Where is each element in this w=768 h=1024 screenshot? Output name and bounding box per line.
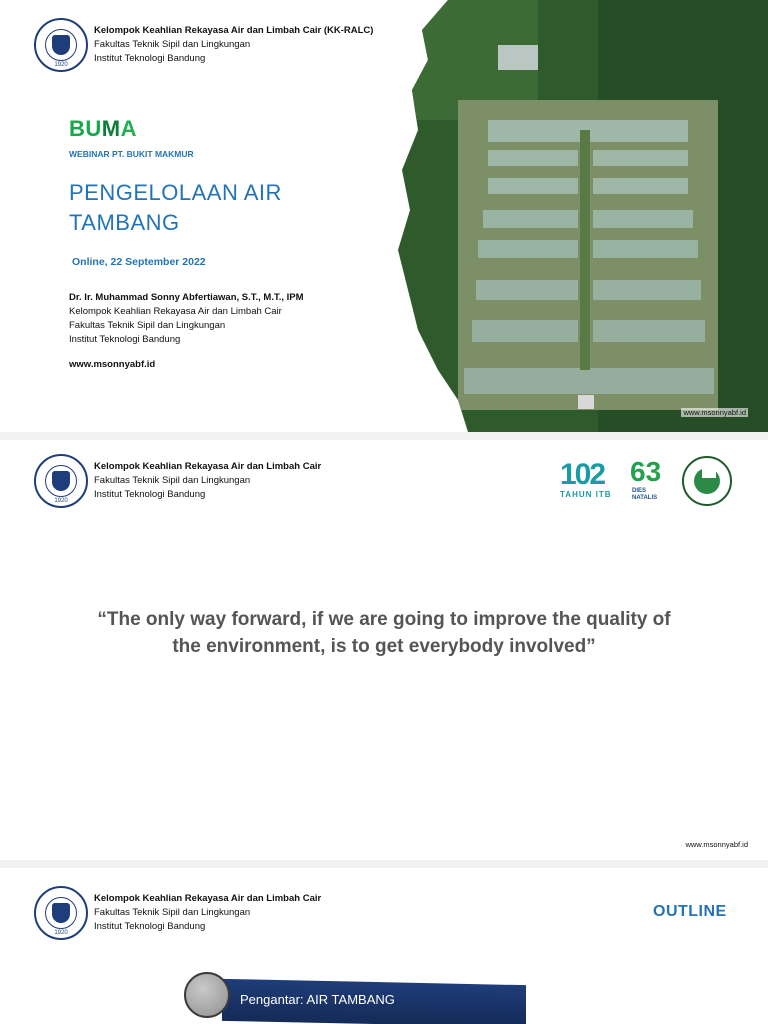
- author-group: Kelompok Keahlian Rekayasa Air dan Limbah Cair: [69, 306, 282, 317]
- buma-logo: BUMA: [69, 116, 137, 141]
- outline-bullet-icon: [184, 972, 230, 1018]
- institution-header: [34, 886, 321, 940]
- seal-year: 1920: [54, 498, 68, 504]
- presentation-title: PENGELOLAAN AIR TAMBANG: [69, 180, 282, 235]
- group-name: Kelompok Keahlian Rekayasa Air dan Limbah Cair: [94, 893, 322, 904]
- faculty-name: Fakultas Teknik Sipil dan Lingkungan: [94, 475, 251, 486]
- faculty-name: Fakultas Teknik Sipil dan Lingkungan: [94, 907, 251, 918]
- author-faculty: Fakultas Teknik Sipil dan Lingkungan: [69, 320, 226, 331]
- institution-header: [34, 454, 321, 508]
- institute-name: Institut Teknologi Bandung: [94, 489, 206, 500]
- webinar-label: WEBINAR PT. BUKIT MAKMUR: [69, 149, 194, 159]
- mine-water-ponds-photo: [398, 0, 768, 432]
- institution-header: [34, 18, 373, 72]
- dies-natalis-logo-icon: 63 DIES NATALIS: [630, 456, 662, 501]
- group-name: Kelompok Keahlian Rekayasa Air dan Limbah Cair (KK-RALC): [94, 25, 374, 36]
- author-block: [69, 291, 304, 347]
- institute-name: Institut Teknologi Bandung: [94, 921, 206, 932]
- slide-divider: [0, 432, 768, 440]
- teknik-lingkungan-logo-icon: [682, 456, 732, 506]
- slide-title: [0, 0, 768, 432]
- slide-divider: [0, 860, 768, 868]
- website-link[interactable]: www.msonnyabf.id: [685, 840, 748, 849]
- partner-logos: [558, 456, 732, 506]
- author-name: Dr. Ir. Muhammad Sonny Abfertiawan, S.T., M.T., IPM: [69, 292, 304, 303]
- website-link[interactable]: www.msonnyabf.id: [69, 359, 156, 370]
- seal-year: 1920: [54, 62, 68, 68]
- itb-seal-icon: [34, 454, 88, 508]
- group-name: Kelompok Keahlian Rekayasa Air dan Limbah Cair: [94, 461, 322, 472]
- author-institute: Institut Teknologi Bandung: [69, 334, 181, 345]
- presentation-date: Online, 22 September 2022: [72, 256, 206, 268]
- slide-quote: [0, 440, 768, 860]
- institute-name: Institut Teknologi Bandung: [94, 53, 206, 64]
- seal-year: 1920: [54, 930, 68, 936]
- outline-heading: OUTLINE: [653, 903, 727, 920]
- itb-seal-icon: [34, 886, 88, 940]
- itb-102-logo-icon: 102 TAHUN ITB: [560, 458, 612, 499]
- itb-seal-icon: [34, 18, 88, 72]
- outline-item-1-label[interactable]: Pengantar: AIR TAMBANG: [240, 992, 395, 1007]
- slide-outline: [0, 868, 768, 1024]
- quote-text: “The only way forward, if we are going to improve the quality of the environment, is to get everybody involved”: [97, 609, 671, 657]
- photo-credit: www.msonnyabf.id: [683, 408, 746, 417]
- faculty-name: Fakultas Teknik Sipil dan Lingkungan: [94, 39, 251, 50]
